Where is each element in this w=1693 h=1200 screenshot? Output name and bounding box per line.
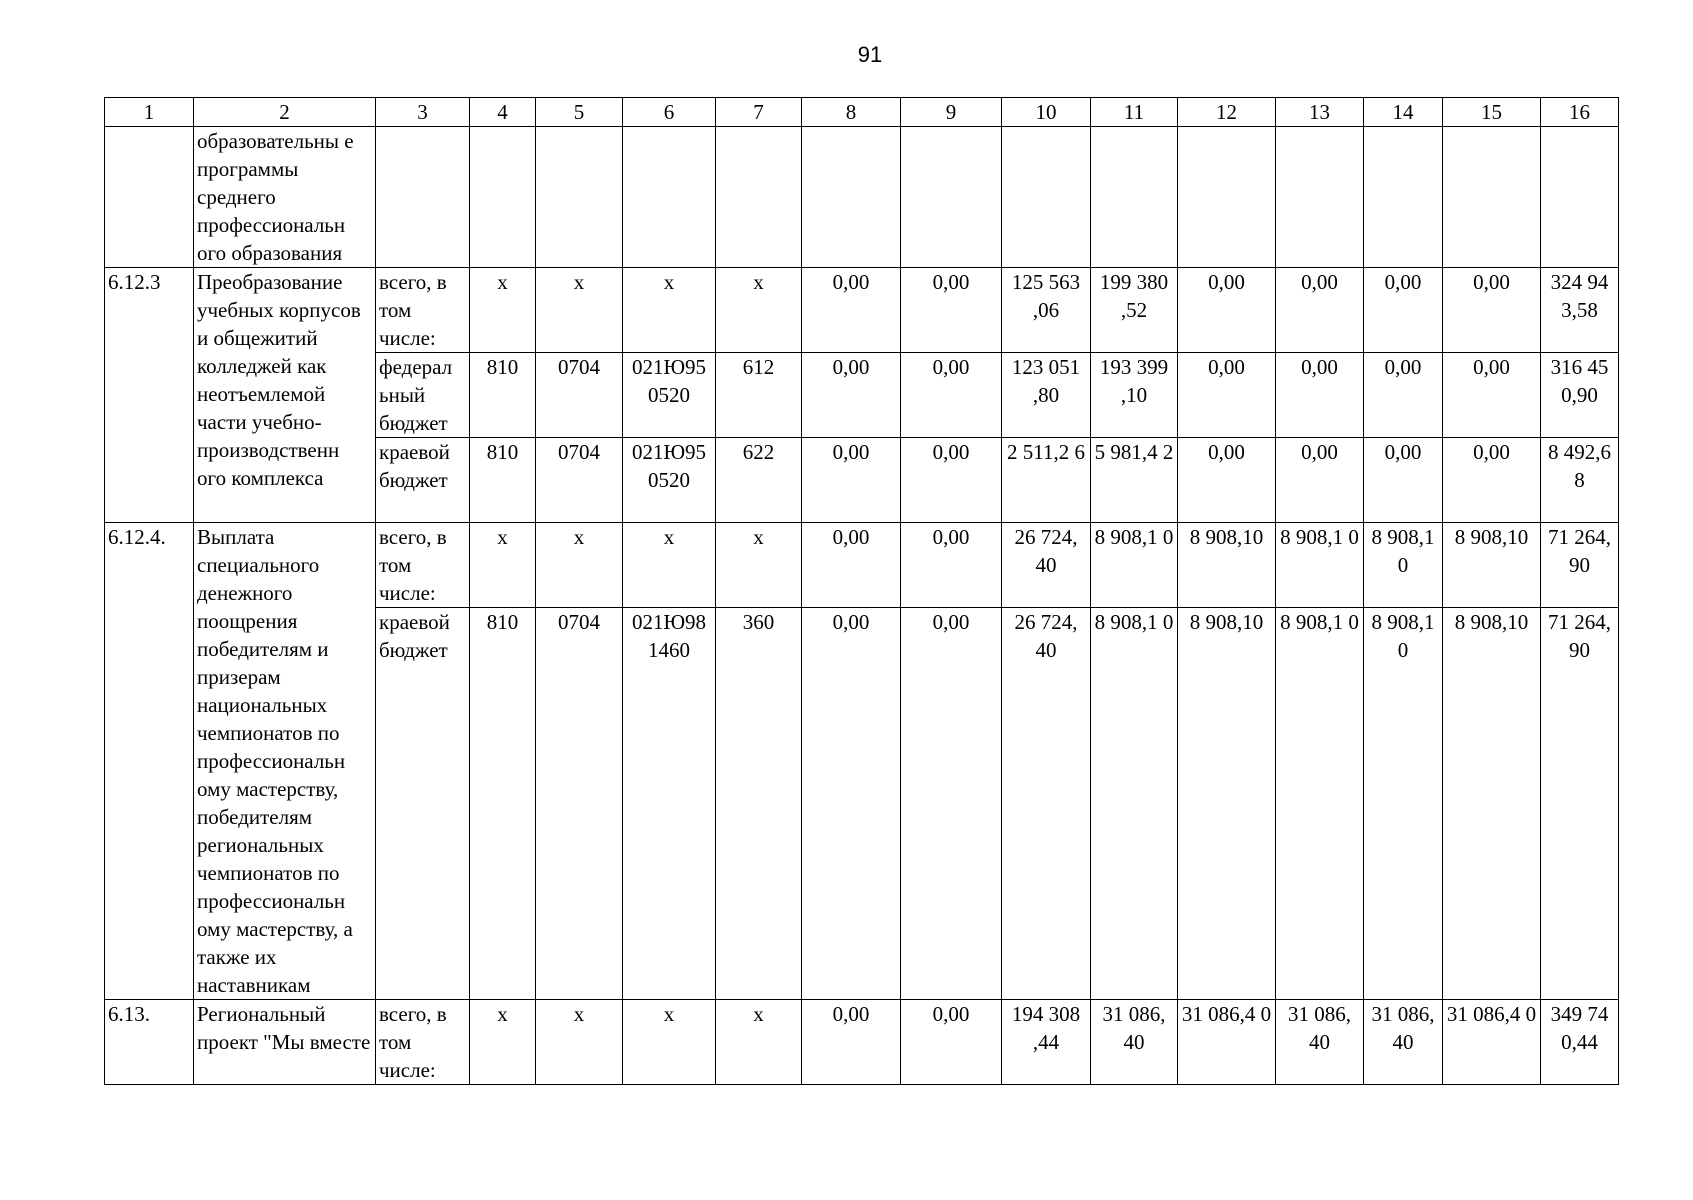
column-header: 10 (1002, 98, 1091, 127)
cell-c11: 5 981,4 2 (1091, 438, 1178, 523)
cell-c15: 8 908,10 (1443, 608, 1541, 1000)
cell-c15: 0,00 (1443, 438, 1541, 523)
cell-source: всего, в том числе: (376, 523, 470, 608)
table-row (105, 1000, 1619, 1085)
cell-c5: 0704 (536, 608, 623, 1000)
cell-c14: 8 908,1 0 (1364, 523, 1443, 608)
cell-c4: х (470, 523, 536, 608)
cell-c10: 125 563 ,06 (1002, 268, 1091, 353)
cell-c15: 31 086,4 0 (1443, 1000, 1541, 1085)
cell-c11: 8 908,1 0 (1091, 608, 1178, 1000)
cell-c13: 8 908,1 0 (1276, 523, 1364, 608)
cell-c11: 193 399 ,10 (1091, 353, 1178, 438)
cell-c6: 021Ю98 1460 (623, 608, 716, 1000)
column-header: 15 (1443, 98, 1541, 127)
cell-c6: 021Ю95 0520 (623, 353, 716, 438)
cell-c4: х (470, 268, 536, 353)
budget-table (104, 97, 1619, 1085)
cell (376, 127, 470, 268)
cell-source: всего, в том числе: (376, 1000, 470, 1085)
cell-c9: 0,00 (901, 608, 1002, 1000)
cell-c5: х (536, 523, 623, 608)
cell-c15: 8 908,10 (1443, 523, 1541, 608)
cell-c5: х (536, 268, 623, 353)
cell-c14: 0,00 (1364, 353, 1443, 438)
cell-c13: 0,00 (1276, 438, 1364, 523)
cell-c13: 31 086, 40 (1276, 1000, 1364, 1085)
cell-c16: 71 264, 90 (1541, 523, 1619, 608)
cell (1541, 127, 1619, 268)
column-header: 13 (1276, 98, 1364, 127)
column-header: 3 (376, 98, 470, 127)
cell-c7: х (716, 523, 802, 608)
column-header: 8 (802, 98, 901, 127)
cell-c8: 0,00 (802, 523, 901, 608)
table-row (105, 268, 1619, 353)
cell-c4: х (470, 1000, 536, 1085)
cell-c10: 26 724, 40 (1002, 523, 1091, 608)
cell-c9: 0,00 (901, 1000, 1002, 1085)
cell (1002, 127, 1091, 268)
cell-c4: 810 (470, 608, 536, 1000)
cell-c4: 810 (470, 438, 536, 523)
cell-c10: 2 511,2 6 (1002, 438, 1091, 523)
column-header: 11 (1091, 98, 1178, 127)
column-header: 14 (1364, 98, 1443, 127)
cell-c16: 324 94 3,58 (1541, 268, 1619, 353)
cell-c11: 199 380 ,52 (1091, 268, 1178, 353)
cell-c12: 0,00 (1178, 353, 1276, 438)
cell-c11: 31 086, 40 (1091, 1000, 1178, 1085)
cell-source: краевой бюджет (376, 608, 470, 1000)
cell-c8: 0,00 (802, 608, 901, 1000)
cell-name: образовательны е программы среднего профессиональн ого образования (194, 127, 376, 268)
cell-c12: 8 908,10 (1178, 523, 1276, 608)
cell-c14: 8 908,1 0 (1364, 608, 1443, 1000)
cell-c9: 0,00 (901, 353, 1002, 438)
cell-c5: 0704 (536, 438, 623, 523)
cell-c13: 8 908,1 0 (1276, 608, 1364, 1000)
cell-c12: 31 086,4 0 (1178, 1000, 1276, 1085)
cell-c10: 123 051 ,80 (1002, 353, 1091, 438)
cell-c13: 0,00 (1276, 353, 1364, 438)
cell-name: Региональный проект "Мы вместе (194, 1000, 376, 1085)
cell (716, 127, 802, 268)
cell-c6: х (623, 1000, 716, 1085)
cell-c15: 0,00 (1443, 353, 1541, 438)
cell-c8: 0,00 (802, 268, 901, 353)
cell (901, 127, 1002, 268)
cell (1364, 127, 1443, 268)
table-header-row (105, 98, 1619, 127)
column-header: 2 (194, 98, 376, 127)
cell-c10: 194 308 ,44 (1002, 1000, 1091, 1085)
cell (623, 127, 716, 268)
cell-c9: 0,00 (901, 268, 1002, 353)
cell (536, 127, 623, 268)
cell-c16: 316 45 0,90 (1541, 353, 1619, 438)
cell-source: краевой бюджет (376, 438, 470, 523)
cell-c12: 0,00 (1178, 438, 1276, 523)
column-header: 7 (716, 98, 802, 127)
column-header: 9 (901, 98, 1002, 127)
cell-c6: х (623, 523, 716, 608)
cell-c7: 612 (716, 353, 802, 438)
cell (1178, 127, 1276, 268)
cell-c12: 0,00 (1178, 268, 1276, 353)
cell (1443, 127, 1541, 268)
cell-c6: 021Ю95 0520 (623, 438, 716, 523)
cell-c14: 31 086, 40 (1364, 1000, 1443, 1085)
cell-name: Преобразование учебных корпусов и общежитий колледжей как неотъемлемой части учебно-производственн ого комплекса (194, 268, 376, 523)
cell-code: 6.12.4. (105, 523, 194, 1000)
cell (1091, 127, 1178, 268)
cell-c13: 0,00 (1276, 268, 1364, 353)
cell-c8: 0,00 (802, 438, 901, 523)
cell-source: всего, в том числе: (376, 268, 470, 353)
column-header: 1 (105, 98, 194, 127)
cell-c7: х (716, 1000, 802, 1085)
cell-c11: 8 908,1 0 (1091, 523, 1178, 608)
cell (1276, 127, 1364, 268)
cell-code: 6.13. (105, 1000, 194, 1085)
cell-code: 6.12.3 (105, 268, 194, 523)
cell-name: Выплата специального денежного поощрения победителям и призерам национальных чемпионатов по профессиональн ому мастерству, победителям региональных чемпионатов по профессиональн ому мастерству, а также их наставникам (194, 523, 376, 1000)
column-header: 6 (623, 98, 716, 127)
cell-c15: 0,00 (1443, 268, 1541, 353)
column-header: 5 (536, 98, 623, 127)
cell (470, 127, 536, 268)
cell-c5: 0704 (536, 353, 623, 438)
cell-c16: 71 264, 90 (1541, 608, 1619, 1000)
cell-c16: 349 74 0,44 (1541, 1000, 1619, 1085)
cell-c6: х (623, 268, 716, 353)
cell-c9: 0,00 (901, 523, 1002, 608)
cell (802, 127, 901, 268)
cell-c14: 0,00 (1364, 268, 1443, 353)
cell-c7: 360 (716, 608, 802, 1000)
cell-c14: 0,00 (1364, 438, 1443, 523)
column-header: 4 (470, 98, 536, 127)
table-row (105, 523, 1619, 608)
cell-c8: 0,00 (802, 353, 901, 438)
cell-c8: 0,00 (802, 1000, 901, 1085)
cell-c12: 8 908,10 (1178, 608, 1276, 1000)
cell-c7: 622 (716, 438, 802, 523)
table-row (105, 127, 1619, 268)
page-number: 91 (857, 42, 883, 67)
cell-c9: 0,00 (901, 438, 1002, 523)
column-header: 12 (1178, 98, 1276, 127)
column-header: 16 (1541, 98, 1619, 127)
cell-source: федерал ьный бюджет (376, 353, 470, 438)
cell-code (105, 127, 194, 268)
cell-c7: х (716, 268, 802, 353)
cell-c10: 26 724, 40 (1002, 608, 1091, 1000)
cell-c4: 810 (470, 353, 536, 438)
cell-c5: х (536, 1000, 623, 1085)
cell-c16: 8 492,6 8 (1541, 438, 1619, 523)
